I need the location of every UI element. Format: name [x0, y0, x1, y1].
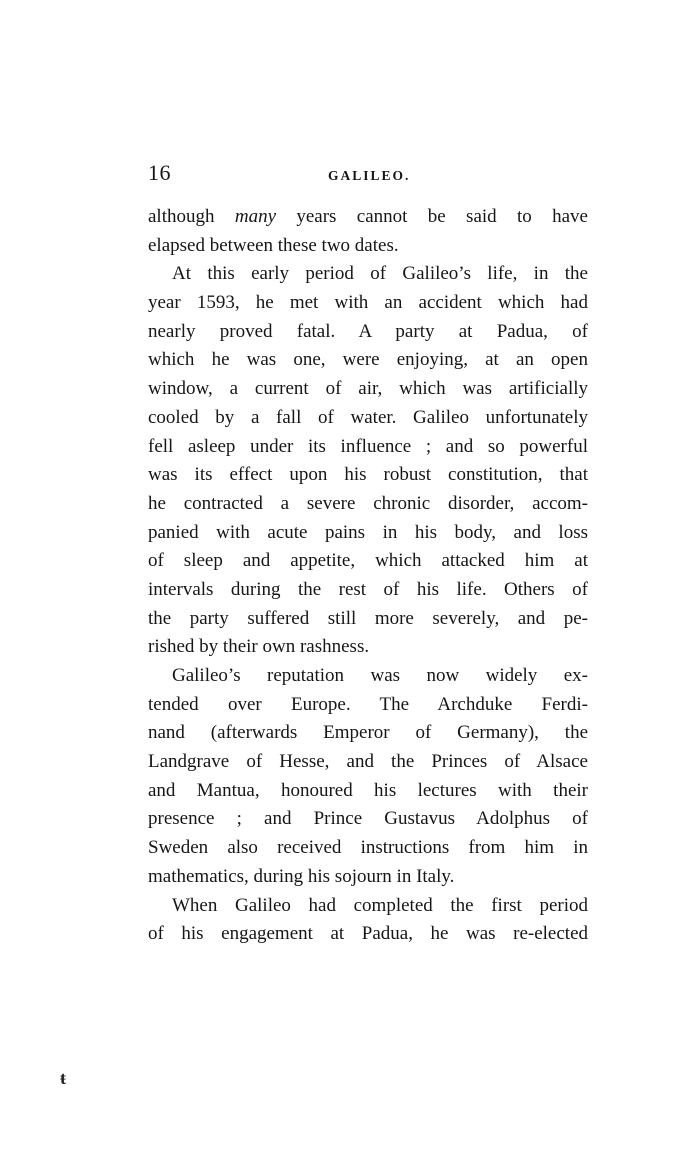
text-line: panied with acute pains in his body, and loss [148, 521, 588, 543]
text-line: the party suffered still more severely, and pe- [148, 607, 588, 629]
text-line [148, 203, 588, 232]
text-line: which he was one, were enjoying, at an open [148, 349, 588, 371]
running-title: GALILEO. [328, 168, 411, 183]
text-line: Landgrave of Hesse, and the Princes of Alsace [148, 751, 588, 773]
emphasized-word: many [234, 206, 276, 227]
text-line: rished by their own rashness. [148, 636, 370, 658]
text-line: of his engagement at Padua, he was re-elected [148, 923, 588, 945]
text-line: and Mantua, honoured his lectures with their [148, 779, 588, 801]
text-line: fell asleep under its influence ; and so powerful [148, 435, 588, 457]
text-line: mathematics, during his sojourn in Italy. [148, 865, 455, 887]
text-line: was its effect upon his robust constitution, that [148, 464, 588, 486]
text-line: year 1593, he met with an accident which had [148, 292, 588, 314]
text-line: window, a current of air, which was artificially [148, 378, 588, 400]
page-number: 16 [148, 160, 171, 185]
paragraph-start-line: When Galileo had completed the first period [172, 894, 588, 916]
text-line: elapsed between these two dates. [148, 234, 399, 256]
text-line: cooled by a fall of water. Galileo unfortunately [148, 406, 588, 428]
page-header [148, 160, 588, 190]
text-line: nand (afterwards Emperor of Germany), the [148, 722, 588, 744]
text-line: he contracted a severe chronic disorder, accom- [148, 492, 588, 514]
text-line: Sweden also received instructions from him in [148, 837, 588, 859]
text-line: of sleep and appetite, which attacked him at [148, 550, 588, 572]
paragraph-start-line: Galileo’s reputation was now widely ex- [172, 665, 588, 686]
paragraph-start-line: At this early period of Galileo’s life, in the [172, 263, 588, 285]
text-line: tended over Europe. The Archduke Ferdi- [148, 693, 588, 715]
text-line: presence ; and Prince Gustavus Adolphus of [148, 808, 588, 830]
text-line-part: years cannot be said to have [276, 206, 588, 227]
text-line: nearly proved fatal. A party at Padua, of [148, 320, 588, 342]
text-line-part: although [148, 206, 235, 227]
stray-ink-mark: ŧ [60, 1068, 66, 1088]
text-line: intervals during the rest of his life. Others of [148, 578, 588, 600]
body-text [148, 203, 588, 949]
